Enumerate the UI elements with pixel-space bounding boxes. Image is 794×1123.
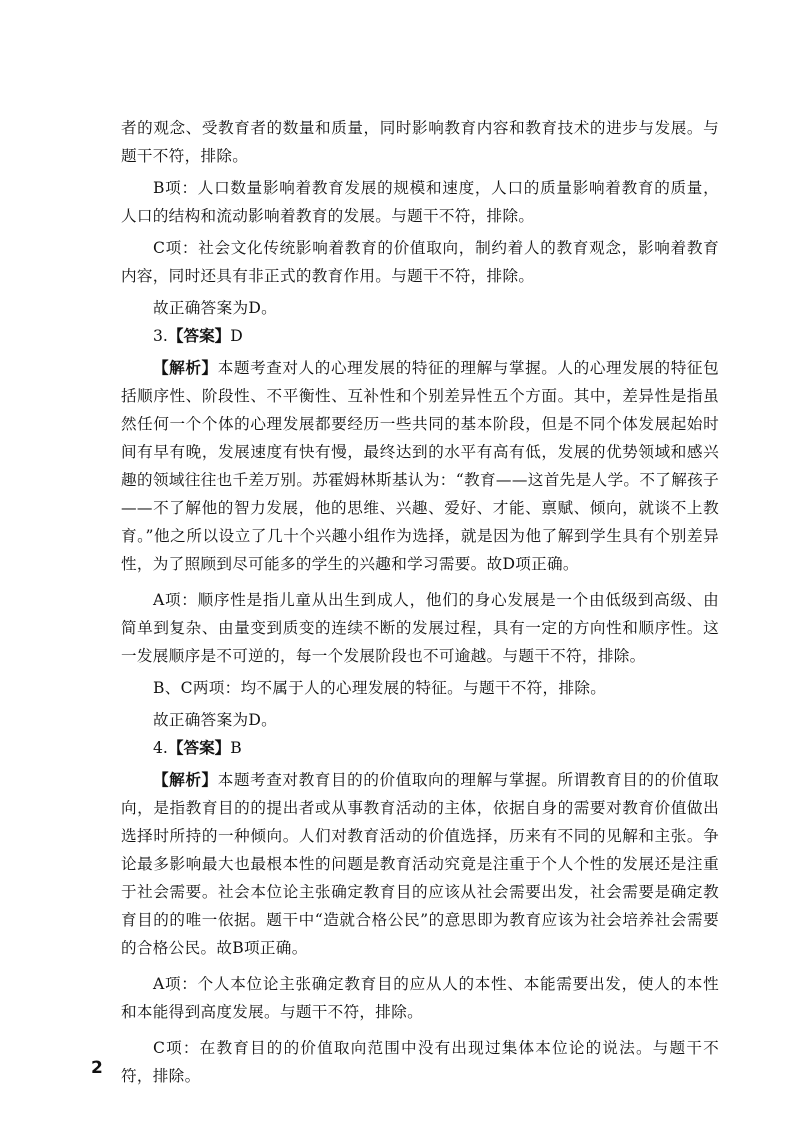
q4-number: 4. (153, 739, 168, 757)
q4-answer-value: B (230, 739, 242, 757)
q4-analysis-paragraph (121, 766, 719, 962)
q4-answer-line (121, 734, 719, 762)
q3-number: 3. (153, 327, 168, 345)
q3-final-answer: 故正确答案为D。 (153, 711, 278, 729)
q3-answer-value: D (230, 327, 243, 345)
q3-option-a: A项：顺序性是指儿童从出生到成人，他们的身心发展是一个由低级到高级、由简单到复杂、由量变到质变的连续不断的发展过程，具有一定的方向性和顺序性。这一发展顺序是不可逆的，每一个发展阶段也不可逾越。与题干不符，排除。 (121, 591, 719, 665)
q3-analysis-label: 【解析】 (153, 359, 218, 377)
paragraph-option-c: C项：社会文化传统影响着教育的价值取向，制约着人的教育观念，影响着教育内容，同时还具有非正式的教育作用。与题干不符，排除。 (121, 239, 719, 285)
q4-analysis-text: 本题考查对教育目的的价值取向的理解与掌握。所谓教育目的的价值取向，是指教育目的的提出者或从事教育活动的主体，依据自身的需要对教育价值做出选择时所持的一种倾向。人们对教育活动的价值选择，历来有不同的见解和主张。争论最多影响最大也最根本性的问题是教育活动究竟是注重于个人个性的发展还是注重于社会需要。社会本位论主张确定教育目的应该从社会需要出发，社会需要是确定教育目的的唯一依据。题干中“造就合格公民”的意思即为教育应该为社会培养社会需要的合格公民。故B项正确。 (121, 771, 719, 957)
q3-analysis-text: 本题考查对人的心理发展的特征的理解与掌握。人的心理发展的特征包括顺序性、阶段性、不平衡性、互补性和个别差异性五个方面。其中，差异性是指虽然任何一个个体的心理发展都要经历一些共同的基本阶段，但是不同个体发展起始时间有早有晚，发展速度有快有慢，最终达到的水平有高有低，发展的优势领域和感兴趣的领域往往也千差万别。苏霍姆林斯基认为：“教育——这首先是人学。不了解孩子——不了解他的智力发展，他的思维、兴趣、爱好、才能、禀赋、倾向，就谈不上教育。”他之所以设立了几十个兴趣小组作为选择，就是因为他了解到学生具有个别差异性，为了照顾到尽可能多的学生的兴趣和学习需要。故D项正确。 (121, 359, 719, 573)
paragraph-continuation: 者的观念、受教育者的数量和质量，同时影响教育内容和教育技术的进步与发展。与题干不符，排除。 (121, 119, 719, 165)
q3-analysis-paragraph (121, 354, 719, 578)
paragraph-final-answer-q2: 故正确答案为D。 (153, 299, 278, 317)
q4-analysis-label: 【解析】 (153, 771, 218, 789)
q4-answer-label: 【答案】 (167, 739, 231, 757)
q3-answer-label: 【答案】 (167, 327, 231, 345)
page-content (121, 114, 719, 1090)
q4-option-c: C项：在教育目的的价值取向范围中没有出现过集体本位论的说法。与题干不符，排除。 (121, 1039, 719, 1085)
paragraph-option-b: B项：人口数量影响着教育发展的规模和速度，人口的质量影响着教育的质量，人口的结构和流动影响着教育的发展。与题干不符，排除。 (121, 179, 719, 225)
q4-option-a: A项：个人本位论主张确定教育目的应从人的本性、本能需要出发，使人的本性和本能得到高度发展。与题干不符，排除。 (121, 975, 719, 1021)
page-number: 2 (91, 1058, 103, 1078)
q3-option-bc: B、C两项：均不属于人的心理发展的特征。与题干不符，排除。 (153, 679, 607, 697)
q3-answer-line (121, 322, 719, 350)
